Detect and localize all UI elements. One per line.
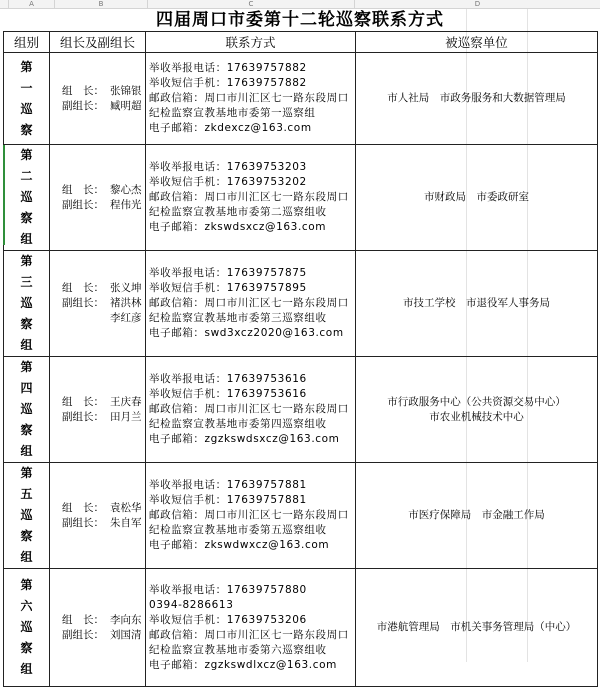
contact-line: 举收短信手机：17639757895 <box>149 282 307 294</box>
deputy-label: 副组长： <box>62 297 104 309</box>
header-contact[interactable]: 联系方式 <box>146 32 356 53</box>
leader-label: 组 长： <box>62 395 104 408</box>
leader-label: 组 长： <box>62 282 104 294</box>
unit-text: 市行政服务中心（公共资源交易中心） <box>387 395 566 408</box>
unit-text: 市财政局 市委政研室 <box>424 191 529 203</box>
leaders-cell[interactable] <box>50 251 146 357</box>
corner-cell[interactable] <box>0 0 9 9</box>
deputy-label: 副组长： <box>62 628 104 641</box>
leader-name: 黎心杰 <box>110 183 142 196</box>
contact-table <box>3 31 598 687</box>
unit-text: 市技工学校 市退役军人事务局 <box>403 297 550 309</box>
deputy-name: 刘国清 <box>110 628 142 641</box>
contact-line: 举收举报电话：17639757875 <box>149 267 307 279</box>
contact-line: 邮政信箱：周口市川汇区七一路东段周口纪检监察宣教基地市委第六巡察组收 <box>149 628 349 656</box>
leader-name: 袁松华 <box>110 501 142 514</box>
contact-cell[interactable] <box>146 569 356 687</box>
contact-line: 举收举报电话：17639757881 <box>149 479 307 491</box>
contact-line: 举收短信手机：17639757881 <box>149 494 307 506</box>
units-cell[interactable] <box>356 357 598 463</box>
group-name-cell[interactable]: 第 六 巡 察 组 <box>4 569 50 687</box>
header-leaders[interactable]: 组长及副组长 <box>50 32 146 53</box>
spreadsheet-area[interactable] <box>0 9 600 676</box>
contact-line: 电子邮箱：zkswdsxcz@163.com <box>149 221 327 233</box>
contact-line: 电子邮箱：zgzkswdsxcz@163.com <box>149 433 340 445</box>
deputy-name: 褚洪林 <box>110 297 142 309</box>
contact-line: 电子邮箱：zgzkswdlxcz@163.com <box>149 658 337 671</box>
column-header-b[interactable]: B <box>55 0 148 9</box>
leader-name: 张锦银 <box>110 84 142 97</box>
unit-text: 市人社局 市政务服务和大数据管理局 <box>387 92 566 104</box>
leaders-cell[interactable] <box>50 145 146 251</box>
group-name-cell[interactable]: 第 五 巡 察 组 <box>4 463 50 569</box>
units-cell[interactable] <box>356 463 598 569</box>
deputy-label: 副组长： <box>62 410 104 423</box>
contact-line: 0394-8286613 <box>149 598 234 611</box>
units-cell[interactable] <box>356 145 598 251</box>
contact-cell[interactable] <box>146 53 356 145</box>
units-cell[interactable] <box>356 251 598 357</box>
deputy-label: 副组长： <box>62 198 104 211</box>
contact-line: 邮政信箱：周口市川汇区七一路东段周口纪检监察宣教基地市委第三巡察组收 <box>149 297 349 324</box>
unit-text: 市医疗保障局 市金融工作局 <box>408 509 545 521</box>
contact-line: 举收举报电话：17639757882 <box>149 62 307 74</box>
contact-line: 举收举报电话：17639757880 <box>149 583 307 596</box>
header-row <box>4 32 598 53</box>
table-row <box>4 357 598 463</box>
contact-line: 举收举报电话：17639753616 <box>149 373 307 385</box>
contact-line: 电子邮箱：zkdexcz@163.com <box>149 122 312 134</box>
group-name-cell[interactable]: 第 四 巡 察 组 <box>4 357 50 463</box>
contact-line: 举收举报电话：17639753203 <box>149 161 307 173</box>
deputy-name: 朱自军 <box>110 516 142 529</box>
contact-line: 举收短信手机：17639753202 <box>149 176 307 188</box>
table-row <box>4 251 598 357</box>
unit-text: 市港航管理局 市机关事务管理局（中心） <box>376 621 577 633</box>
contact-line: 举收短信手机：17639753206 <box>149 613 307 626</box>
column-header-bar <box>0 0 600 9</box>
contact-line: 邮政信箱：周口市川汇区七一路东段周口纪检监察宣教基地市委第四巡察组收 <box>149 403 349 430</box>
leader-label: 组 长： <box>62 613 104 626</box>
contact-line: 邮政信箱：周口市川汇区七一路东段周口纪检监察宣教基地市委第五巡察组收 <box>149 509 349 536</box>
deputy-name: 程伟光 <box>110 198 142 211</box>
table-row <box>4 53 598 145</box>
unit-text: 市农业机械技术中心 <box>429 410 524 423</box>
leader-label: 组 长： <box>62 84 104 97</box>
group-name-cell[interactable]: 第 一 巡 察 <box>4 53 50 145</box>
column-header-a[interactable]: A <box>9 0 55 9</box>
contact-line: 邮政信箱：周口市川汇区七一路东段周口纪检监察宣教基地市委第一巡察组 <box>149 92 349 119</box>
units-cell[interactable] <box>356 53 598 145</box>
header-units[interactable]: 被巡察单位 <box>356 32 598 53</box>
contact-cell[interactable] <box>146 251 356 357</box>
leader-name: 王庆春 <box>110 395 142 408</box>
contact-line: 举收短信手机：17639757882 <box>149 77 307 89</box>
leader-name: 张义坤 <box>110 282 142 294</box>
deputy-name: 臧明超 <box>110 99 142 112</box>
leaders-cell[interactable] <box>50 463 146 569</box>
leader-label: 组 长： <box>62 183 104 196</box>
column-header-c[interactable]: C <box>148 0 355 9</box>
leaders-cell[interactable] <box>50 53 146 145</box>
units-cell[interactable] <box>356 569 598 687</box>
contact-line: 电子邮箱：swd3xcz2020@163.com <box>149 327 344 339</box>
header-group[interactable]: 组别 <box>4 32 50 53</box>
table-row <box>4 145 598 251</box>
contact-line: 电子邮箱：zkswdwxcz@163.com <box>149 539 330 551</box>
contact-cell[interactable] <box>146 463 356 569</box>
deputy-label: 副组长： <box>62 516 104 529</box>
leader-name: 李向东 <box>110 613 142 626</box>
table-row <box>4 463 598 569</box>
cell-selection-marker <box>3 145 5 245</box>
deputy-name: 田月兰 <box>110 410 142 423</box>
group-name-cell[interactable]: 第 三 巡 察 组 <box>4 251 50 357</box>
leaders-cell[interactable] <box>50 357 146 463</box>
group-name-cell[interactable]: 第 二 巡 察 组 <box>4 145 50 251</box>
contact-cell[interactable] <box>146 357 356 463</box>
deputy-label: 副组长： <box>62 99 104 112</box>
leader-label: 组 长： <box>62 501 104 514</box>
sheet-title: 四届周口市委第十二轮巡察联系方式 <box>156 10 444 30</box>
leaders-cell[interactable] <box>50 569 146 687</box>
deputy-name: 李红彦 <box>110 312 142 324</box>
column-header-d[interactable]: D <box>474 0 481 8</box>
contact-line: 举收短信手机：17639753616 <box>149 388 307 400</box>
contact-line: 邮政信箱：周口市川汇区七一路东段周口纪检监察宣教基地市委第二巡察组收 <box>149 191 349 218</box>
table-row <box>4 569 598 687</box>
contact-cell[interactable] <box>146 145 356 251</box>
